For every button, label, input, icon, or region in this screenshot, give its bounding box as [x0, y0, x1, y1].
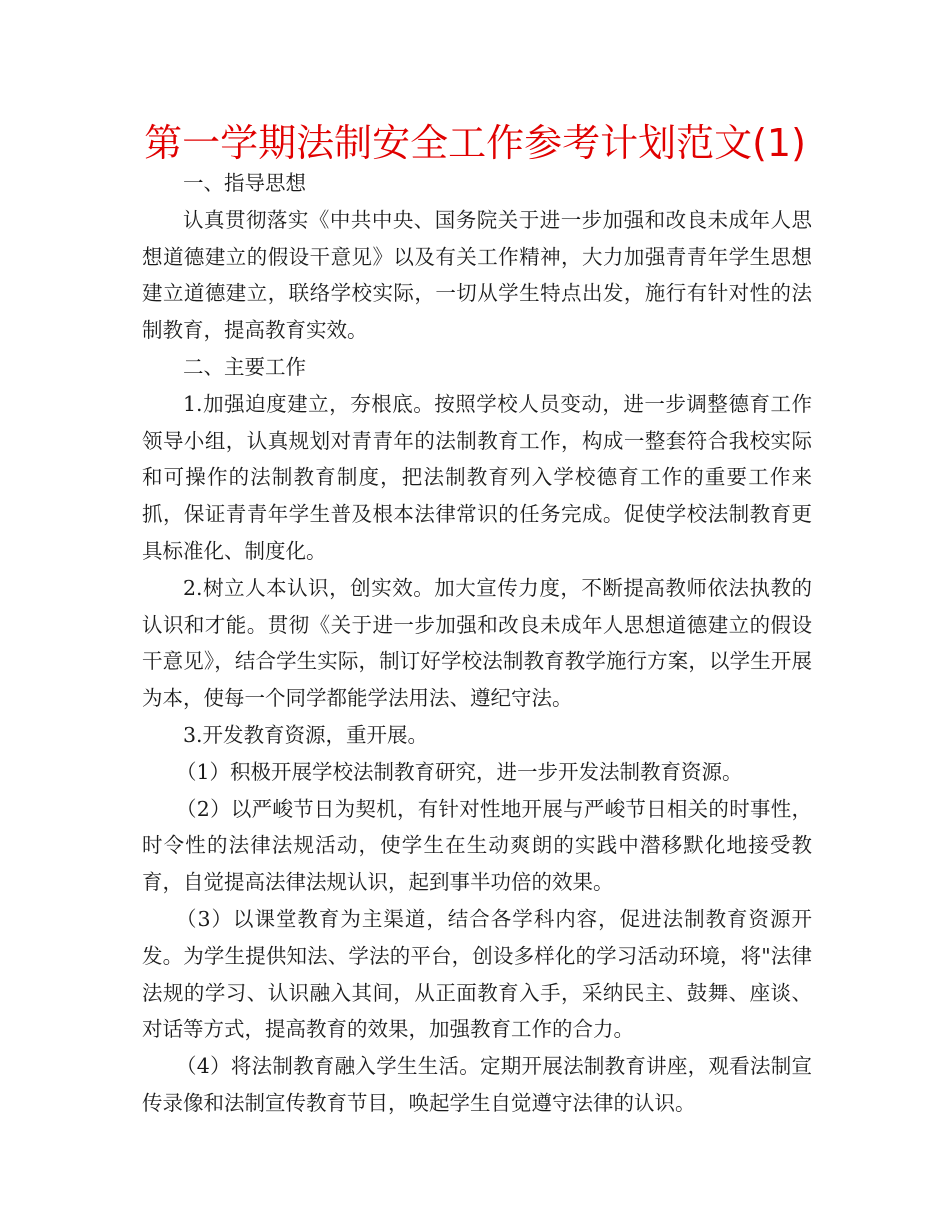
- paragraph-subitem-2: （2）以严峻节日为契机，有针对性地开展与严峻节日相关的时事性，时令性的法律法规活动，使学生在生动爽朗的实践中潜移默化地接受教育，自觉提高法律法规认识，起到事半功倍的效果。: [142, 796, 812, 895]
- section-heading-main-work: 二、主要工作: [183, 354, 306, 379]
- paragraph-item-3: 3.开发教育资源，重开展。: [183, 722, 429, 747]
- paragraph-subitem-3: （3）以课堂教育为主渠道，结合各学科内容，促进法制教育资源开发。为学生提供知法、学法的平台，创设多样化的学习活动环境，将"法律法规的学习、认识融入其间，从正面教育入手，采纳民主、鼓舞、座谈、对话等方式，提高教育的效果，加强教育工作的合力。: [142, 906, 812, 1042]
- paragraph-item-1: 1.加强迫度建立，夯根底。按照学校人员变动，进一步调整德育工作领导小组，认真规划对青青年的法制教育工作，构成一整套符合我校实际和可操作的法制教育制度，把法制教育列入学校德育工作的重要工作来抓，保证青青年学生普及根本法律常识的任务完成。促使学校法制教育更具标准化、制度化。: [142, 391, 812, 563]
- paragraph-item-2: 2.树立人本认识，创实效。加大宣传力度，不断提高教师依法执教的认识和才能。贯彻《关于进一步加强和改良未成年人思想道德建立的假设干意见》，结合学生实际，制订好学校法制教育教学施行方案，以学生开展为本，使每一个同学都能学法用法、遵纪守法。: [142, 575, 812, 711]
- paragraph-subitem-1: （1）积极开展学校法制教育研究，进一步开发法制教育资源。: [176, 759, 743, 784]
- paragraph-guiding-thought: 认真贯彻落实《中共中央、国务院关于进一步加强和改良未成年人思想道德建立的假设干意见》以及有关工作精神，大力加强青青年学生思想建立道德建立，联络学校实际，一切从学生特点出发，施行有针对性的法制教育，提高教育实效。: [142, 207, 812, 343]
- paragraph-subitem-4: （4）将法制教育融入学生生活。定期开展法制教育讲座，观看法制宣传录像和法制宣传教育节目，唤起学生自觉遵守法律的认识。: [142, 1054, 812, 1115]
- section-heading-guiding-thought: 一、指导思想: [183, 171, 306, 195]
- document-body: [142, 165, 812, 1122]
- document-title: 第一学期法制安全工作参考计划范文(1): [144, 121, 806, 165]
